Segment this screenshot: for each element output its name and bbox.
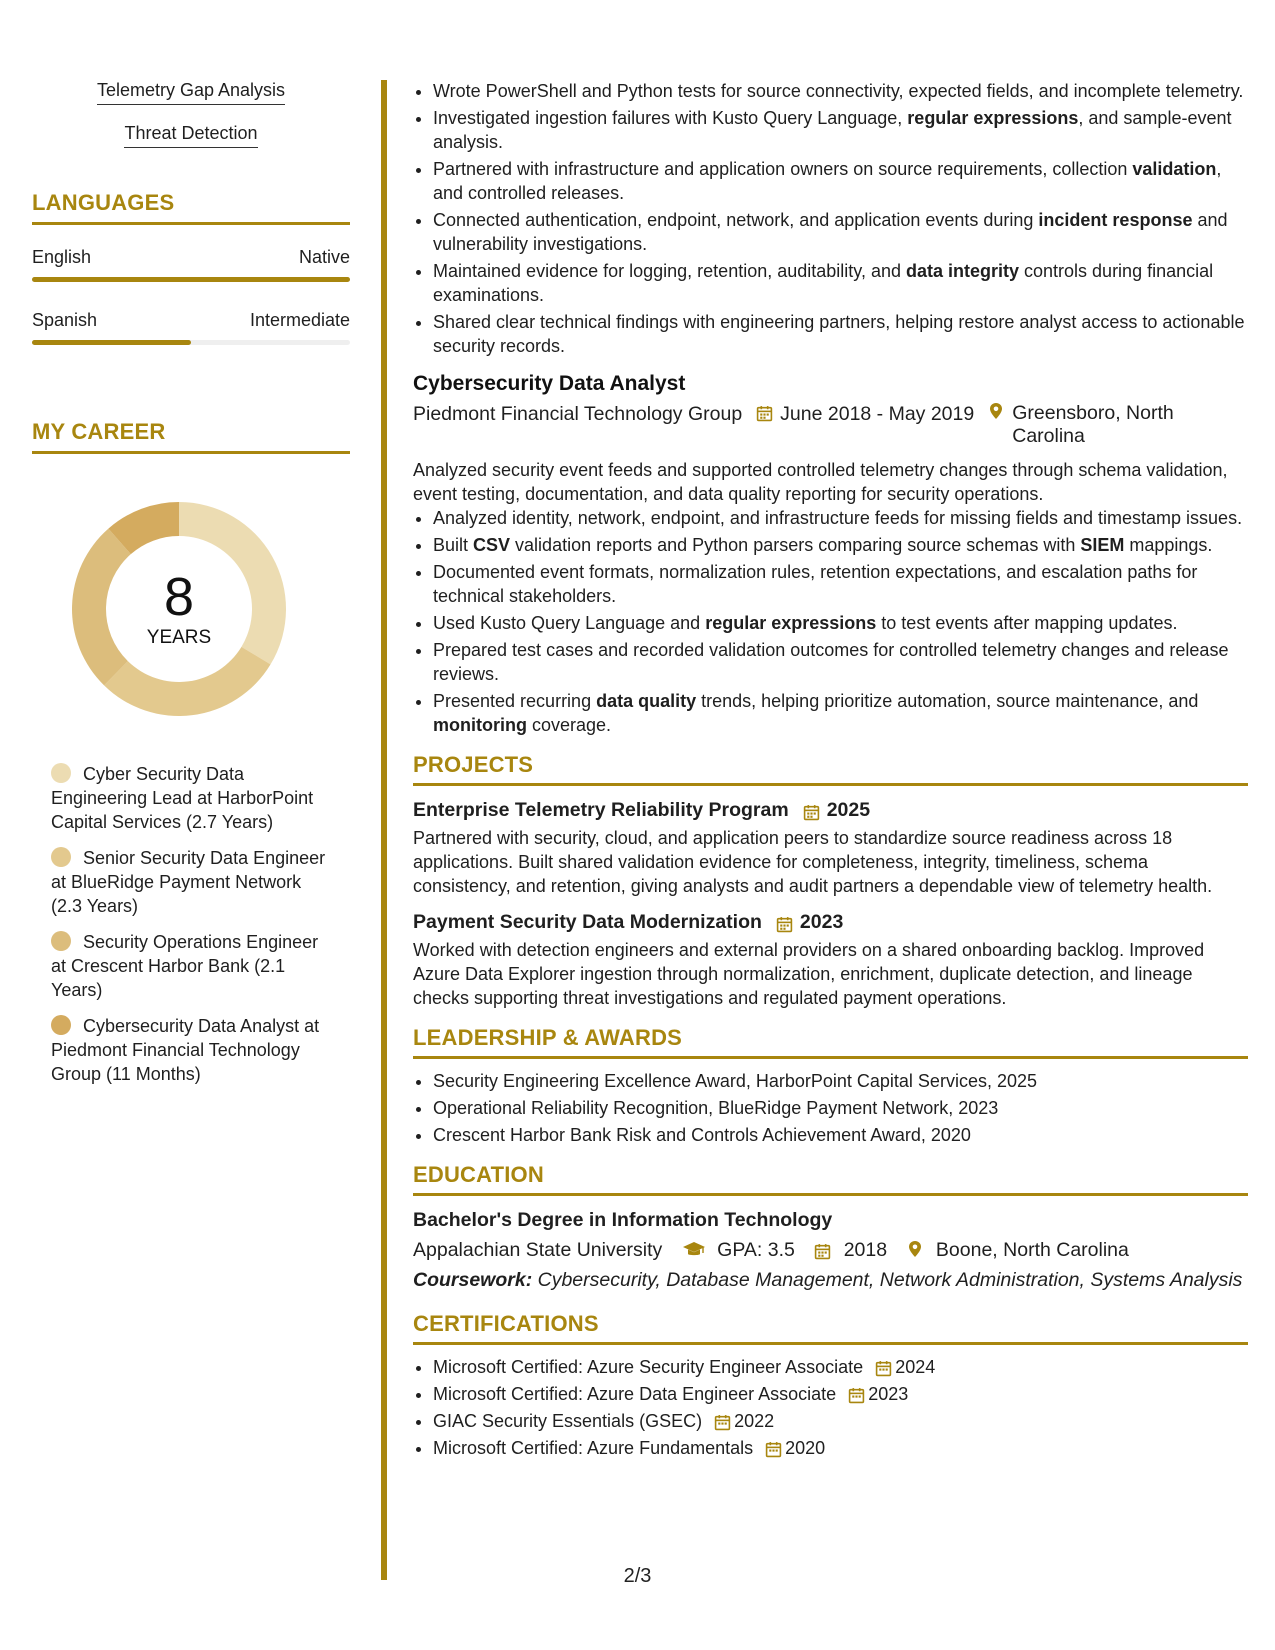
calendar-icon — [875, 1357, 893, 1375]
legend-item — [51, 846, 336, 918]
school-name: Appalachian State University — [413, 1239, 663, 1261]
calendar-icon — [765, 1438, 783, 1456]
career-title: MY CAREER — [32, 419, 166, 444]
legend-label: Security Operations Engineer at Crescent Harbor Bank (2.1 Years) — [51, 932, 319, 1000]
certification-name: Microsoft Certified: Azure Security Engineer Associate — [433, 1357, 864, 1377]
section-rule — [32, 451, 350, 454]
project-title — [413, 798, 1248, 822]
language-bar-fill — [32, 340, 191, 345]
career-legend — [51, 762, 336, 1086]
education-meta — [413, 1238, 1248, 1262]
projects-section — [413, 753, 1248, 1010]
job-meta — [413, 402, 1248, 448]
certification-item — [433, 1409, 1248, 1433]
projects-title: PROJECTS — [413, 752, 534, 777]
bullet-item: • Investigated ingestion failures with Kusto Query Language, regular expressions, and sample-event analysis. — [433, 106, 1248, 154]
project-description: Partnered with security, cloud, and application peers to standardize source readiness across 18 applications. Built shared validation evidence for completeness, integrity, timeliness, schema consistency, and retention, giving analysts and audit partners a dependable view of telemetry health. — [413, 828, 1213, 896]
certification-item — [433, 1436, 1248, 1460]
job-summary: Analyzed security event feeds and supported controlled telemetry changes through schema validation, event testing, documentation, and data quality reporting for security operations. — [413, 460, 1228, 504]
coursework-label: Coursework: — [413, 1269, 533, 1291]
certification-item — [433, 1355, 1248, 1379]
section-rule — [413, 783, 1248, 786]
calendar-icon — [814, 1240, 832, 1258]
calendar-icon — [714, 1411, 732, 1429]
award-item: • Operational Reliability Recognition, BlueRidge Payment Network, 2023 — [433, 1096, 1248, 1120]
certification-name: GIAC Security Essentials (GSEC) — [433, 1411, 703, 1431]
certification-name: Microsoft Certified: Azure Data Engineer Associate — [433, 1384, 837, 1404]
job-dates: June 2018 - May 2019 — [780, 403, 975, 425]
calendar-icon — [776, 913, 794, 931]
bullet-item: • Shared clear technical findings with engineering partners, helping restore analyst access to actionable security records. — [433, 310, 1248, 358]
coursework-list: Cybersecurity, Database Management, Network Administration, Systems Analysis — [537, 1269, 1243, 1291]
project-year: 2023 — [799, 911, 844, 933]
project-name: Enterprise Telemetry Reliability Program — [413, 799, 789, 821]
bullet-item: • Prepared test cases and recorded validation outcomes for controlled telemetry changes and release reviews. — [433, 638, 1248, 686]
right-column — [413, 79, 1248, 1463]
education-location: Boone, North Carolina — [935, 1239, 1129, 1261]
certification-year: 2022 — [734, 1411, 775, 1431]
education-title: EDUCATION — [413, 1162, 544, 1187]
total-years-unit: YEARS — [146, 627, 212, 648]
gpa: GPA: 3.5 — [717, 1239, 795, 1261]
legend-item — [51, 1014, 336, 1086]
section-rule — [413, 1056, 1248, 1059]
calendar-icon — [848, 1384, 866, 1402]
certifications-title: CERTIFICATIONS — [413, 1311, 599, 1336]
legend-label: Cyber Security Data Engineering Lead at HarborPoint Capital Services (2.7 Years) — [51, 764, 314, 832]
project-title — [413, 910, 1248, 934]
bullet-item: • Connected authentication, endpoint, network, and application events during incident response and vulnerability investigations. — [433, 208, 1248, 256]
language-row — [32, 310, 350, 331]
bullet-item: • Analyzed identity, network, endpoint, and infrastructure feeds for missing fields and timestamp issues. — [433, 506, 1248, 530]
language-bar-fill — [32, 277, 350, 282]
skill-tag — [32, 123, 350, 148]
graduation-year: 2018 — [843, 1239, 888, 1261]
languages-title: LANGUAGES — [32, 190, 175, 215]
awards-title: LEADERSHIP & AWARDS — [413, 1025, 683, 1050]
career-donut — [64, 494, 294, 724]
award-item: • Security Engineering Excellence Award, HarborPoint Capital Services, 2025 — [433, 1069, 1248, 1093]
certification-year: 2023 — [868, 1384, 909, 1404]
skill-tag — [32, 80, 350, 105]
skill-label: Threat Detection — [124, 123, 257, 148]
degree-title: Bachelor's Degree in Information Technology — [413, 1209, 833, 1231]
language-level: Native — [298, 247, 350, 267]
bullet-item: • Documented event formats, normalization rules, retention expectations, and escalation paths for technical stakeholders. — [433, 560, 1248, 608]
certification-item — [433, 1382, 1248, 1406]
legend-item — [51, 762, 336, 834]
awards-list — [413, 1069, 1248, 1147]
certification-name: Microsoft Certified: Azure Fundamentals — [433, 1438, 754, 1458]
location-pin-icon — [907, 1240, 925, 1258]
career-section — [32, 419, 350, 1086]
language-name: Spanish — [32, 310, 98, 330]
calendar-icon — [756, 402, 774, 420]
prev-job-bullets — [413, 79, 1248, 358]
bullet-item: • Used Kusto Query Language and regular expressions to test events after mapping updates. — [433, 611, 1248, 635]
legend-dot — [51, 847, 71, 867]
bullet-item: • Wrote PowerShell and Python tests for source connectivity, expected fields, and incomplete telemetry. — [433, 79, 1248, 103]
project-year: 2025 — [826, 799, 871, 821]
award-item: • Crescent Harbor Bank Risk and Controls Achievement Award, 2020 — [433, 1123, 1248, 1147]
job-location: Greensboro, North Carolina — [1012, 402, 1174, 447]
section-rule — [32, 222, 350, 225]
certifications-section — [413, 1312, 1248, 1460]
project-description: Worked with detection engineers and external providers on a shared onboarding backlog. Improved Azure Data Explorer ingestion through normalization, enrichment, duplicate detection, and lineage checks supporting threat investigations and regulated payment operations. — [413, 940, 1205, 1008]
language-row — [32, 247, 350, 268]
job-bullets — [413, 506, 1248, 737]
certification-year: 2020 — [785, 1438, 826, 1458]
bullet-item: • Partnered with infrastructure and application owners on source requirements, collection validation, and controlled releases. — [433, 157, 1248, 205]
legend-dot — [51, 1015, 71, 1035]
page-number: 2/3 — [623, 1565, 652, 1587]
legend-label: Cybersecurity Data Analyst at Piedmont Financial Technology Group (11 Months) — [51, 1016, 320, 1084]
education-section — [413, 1163, 1248, 1292]
job-title: Cybersecurity Data Analyst — [413, 372, 686, 395]
calendar-icon — [803, 801, 821, 819]
language-bar — [32, 277, 350, 282]
certification-year: 2024 — [895, 1357, 936, 1377]
skill-label: Telemetry Gap Analysis — [97, 80, 285, 105]
languages-section — [32, 190, 350, 345]
bullet-item: • Maintained evidence for logging, retention, auditability, and data integrity controls during financial examinations. — [433, 259, 1248, 307]
coursework — [413, 1268, 1248, 1292]
job-company: Piedmont Financial Technology Group — [413, 403, 743, 425]
column-divider — [381, 80, 387, 1580]
legend-dot — [51, 763, 71, 783]
section-rule — [413, 1193, 1248, 1196]
donut-center — [64, 494, 294, 724]
certifications-list — [413, 1355, 1248, 1460]
legend-item — [51, 930, 336, 1002]
location-pin-icon — [988, 402, 1006, 420]
section-rule — [413, 1342, 1248, 1345]
legend-dot — [51, 931, 71, 951]
language-name: English — [32, 247, 92, 267]
legend-label: Senior Security Data Engineer at BlueRidge Payment Network (2.3 Years) — [51, 848, 326, 916]
total-years-number: 8 — [163, 567, 195, 627]
language-level: Intermediate — [249, 310, 350, 330]
bullet-item: • Built CSV validation reports and Python parsers comparing source schemas with SIEM mappings. — [433, 533, 1248, 557]
left-column — [32, 80, 350, 1098]
project-name: Payment Security Data Modernization — [413, 911, 762, 933]
language-bar — [32, 340, 350, 345]
graduation-cap-icon — [682, 1240, 706, 1258]
awards-section — [413, 1026, 1248, 1147]
bullet-item: • Presented recurring data quality trends, helping prioritize automation, source maintenance, and monitoring coverage. — [433, 689, 1248, 737]
